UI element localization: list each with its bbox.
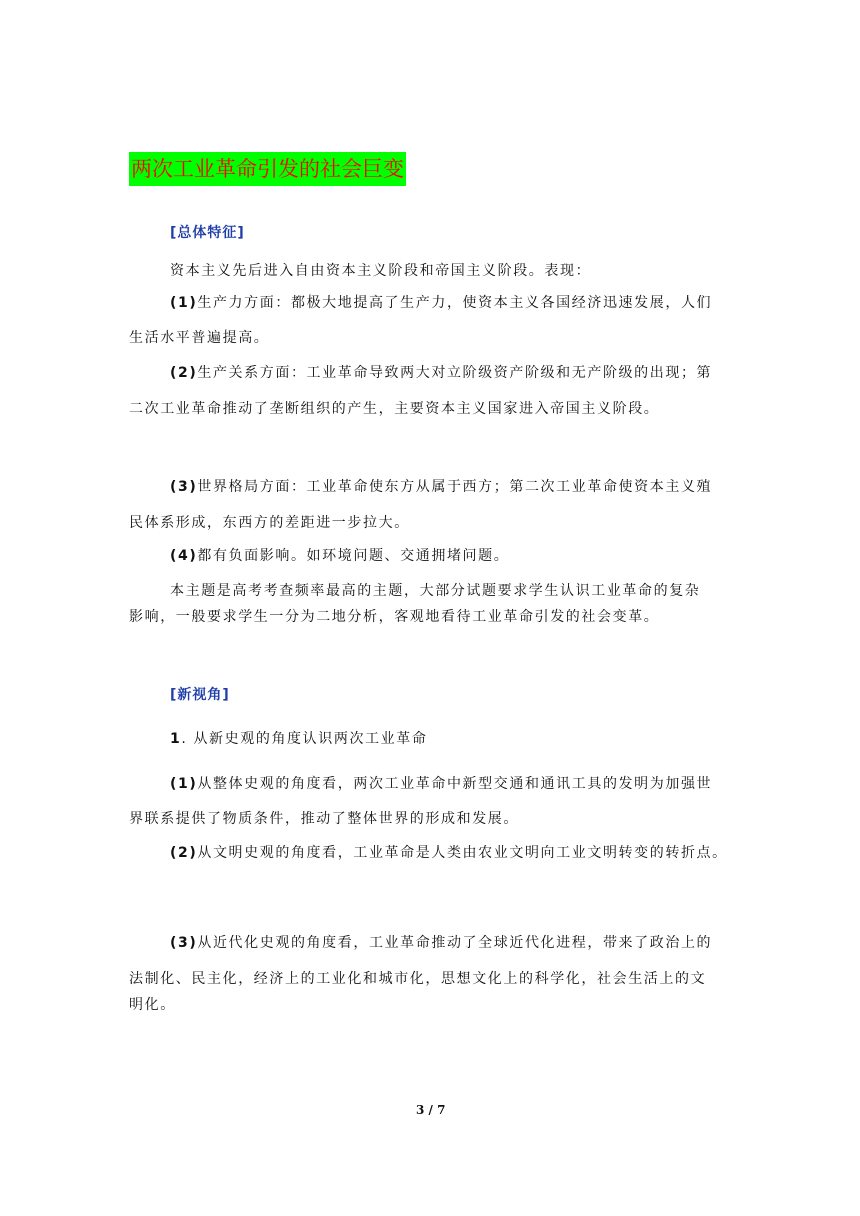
intro-text: 资本主义先后进入自由资本主义阶段和帝国主义阶段。表现：	[170, 263, 592, 279]
view-3-line-2: 法制化、民主化，经济上的工业化和城市化，思想文化上的科学化，社会生活上的文	[129, 971, 707, 987]
item-number: (3)	[170, 479, 198, 495]
section-heading-overall: [总体特征]	[170, 225, 245, 241]
item-4-line-1	[170, 545, 509, 565]
summary-line-2: 影响，一般要求学生一分为二地分析，客观地看待工业革命引发的社会变革。	[129, 609, 660, 625]
view-1-line-2: 界联系提供了物质条件，推动了整体世界的形成和发展。	[129, 811, 519, 827]
subsection-title	[170, 728, 427, 748]
view-3-line-1	[170, 932, 712, 952]
summary-line-1: 本主题是高考考查频率最高的主题，大部分试题要求学生认识工业革命的复杂	[170, 583, 701, 599]
item-text: 生产关系方面：工业革命导致两大对立阶级资产阶级和无产阶级的出现；第	[197, 365, 713, 381]
view-3-line-3: 明化。	[129, 997, 176, 1013]
section-heading-new-perspective: [新视角]	[170, 687, 230, 703]
item-number: (1)	[170, 295, 198, 311]
item-3-line-2: 民体系形成，东西方的差距进一步拉大。	[129, 515, 410, 531]
item-1-line-1	[170, 292, 712, 312]
subsection-text: . 从新史观的角度认识两次工业革命	[181, 731, 428, 747]
item-text: 从近代化史观的角度看，工业革命推动了全球近代化进程，带来了政治上的	[197, 935, 713, 951]
page-title: 两次工业革命引发的社会巨变	[129, 152, 406, 186]
item-3-line-1	[170, 476, 712, 496]
item-text: 从文明史观的角度看，工业革命是人类由农业文明向工业文明转变的转折点。	[197, 845, 728, 861]
item-2-line-1	[170, 362, 712, 382]
item-number: (3)	[170, 935, 198, 951]
item-text: 生产力方面：都极大地提高了生产力，使资本主义各国经济迅速发展，人们	[197, 295, 713, 311]
item-2-line-2: 二次工业革命推动了垄断组织的产生，主要资本主义国家进入帝国主义阶段。	[129, 401, 660, 417]
item-text: 从整体史观的角度看，两次工业革命中新型交通和通讯工具的发明为加强世	[197, 776, 713, 792]
item-number: (2)	[170, 365, 198, 381]
view-1-line-1	[170, 773, 712, 793]
page-number: 3 / 7	[416, 1103, 446, 1117]
item-text: 都有负面影响。如环境问题、交通拥堵问题。	[197, 548, 510, 564]
item-number: (1)	[170, 776, 198, 792]
item-number: (4)	[170, 548, 198, 564]
subsection-number: 1	[170, 731, 182, 747]
view-2-line-1	[170, 842, 728, 862]
item-1-line-2: 生活水平普遍提高。	[129, 330, 270, 346]
item-number: (2)	[170, 845, 198, 861]
item-text: 世界格局方面：工业革命使东方从属于西方；第二次工业革命使资本主义殖	[197, 479, 713, 495]
